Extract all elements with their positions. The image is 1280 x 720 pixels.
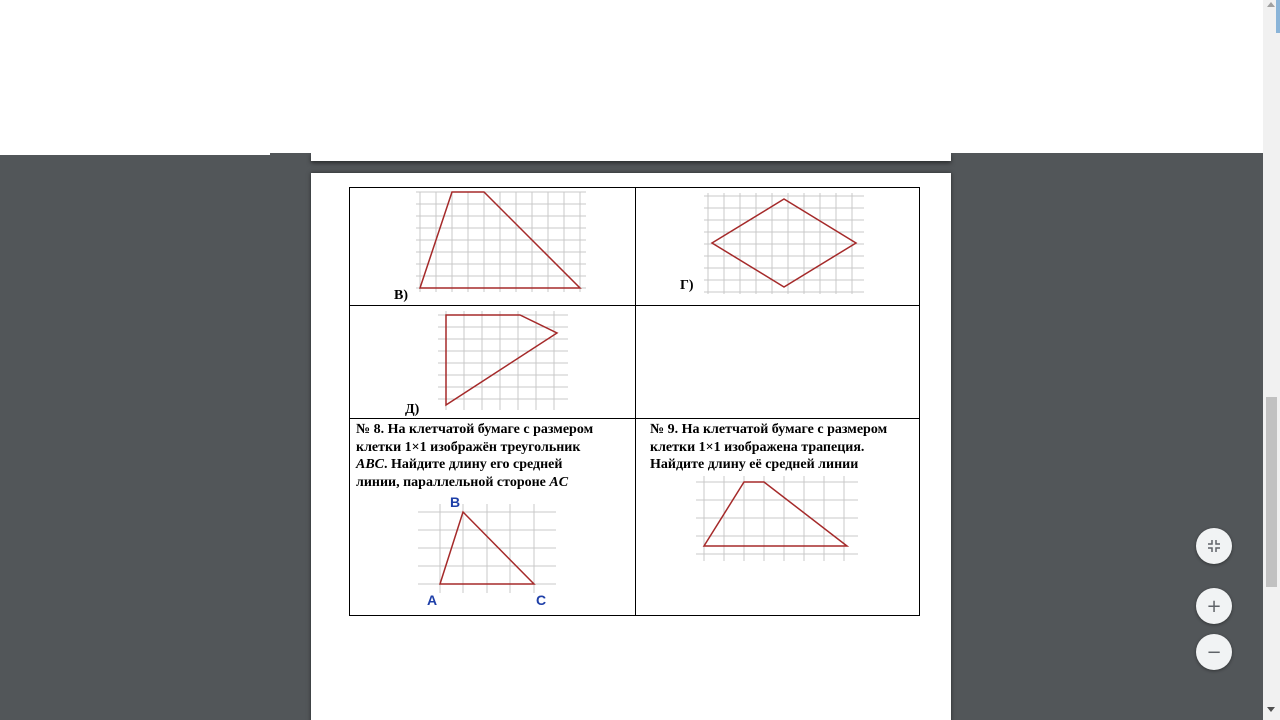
triangle-name: ABC [356,457,385,472]
scroll-up-arrow-icon[interactable] [1267,2,1275,7]
toolbar-area [0,0,1263,153]
scrollbar-accent [1276,0,1280,33]
problem-text-line: клетки 1×1 изображён треугольник [356,439,581,455]
figure-label: В) [394,288,408,303]
trapezoid-figure-v [350,188,635,305]
problem-text-fragment: линии, параллельной стороне [356,474,550,490]
problem-8-cell [350,419,635,617]
pdf-viewer [0,153,1263,720]
pdf-page [311,173,951,720]
quadrilateral-figure-d [350,306,635,418]
scrollbar-thumb[interactable] [1266,397,1277,587]
figure-label: Г) [680,278,694,293]
figure-cell-g [636,188,921,305]
fit-to-width-icon [1207,539,1221,553]
vertex-label-b: B [450,494,461,510]
scroll-down-arrow-icon[interactable] [1267,707,1275,712]
figure-cell-v [350,188,635,305]
triangle-figure-abc [350,419,635,617]
figures-table [349,187,920,616]
problem-text-line: Найдите длину её средней линии [650,457,859,472]
rhombus-figure-g [636,188,921,305]
fit-to-page-button[interactable] [1196,528,1232,564]
figure-label: Д) [405,402,420,417]
problem-text-line: № 8. На клетчатой бумаге с размером [356,422,594,437]
problem-9-cell [636,419,921,617]
side-name: AC [549,474,569,490]
figure-cell-d [350,306,635,418]
zoom-in-button[interactable]: + [1196,588,1232,624]
problem-text-line: клетки 1×1 изображена трапеция. [650,439,865,455]
vertex-label-a: A [427,592,438,608]
previous-page [311,153,951,161]
zoom-out-button[interactable]: − [1196,634,1232,670]
problem-text-fragment: . Найдите длину его средней [384,457,563,472]
empty-cell [636,306,921,418]
problem-text-line: № 9. На клетчатой бумаге с размером [650,422,888,437]
vertex-label-c: C [536,592,547,608]
vertical-scrollbar[interactable] [1263,0,1280,720]
viewer-divider [0,153,270,155]
trapezoid-figure-9 [636,419,921,617]
